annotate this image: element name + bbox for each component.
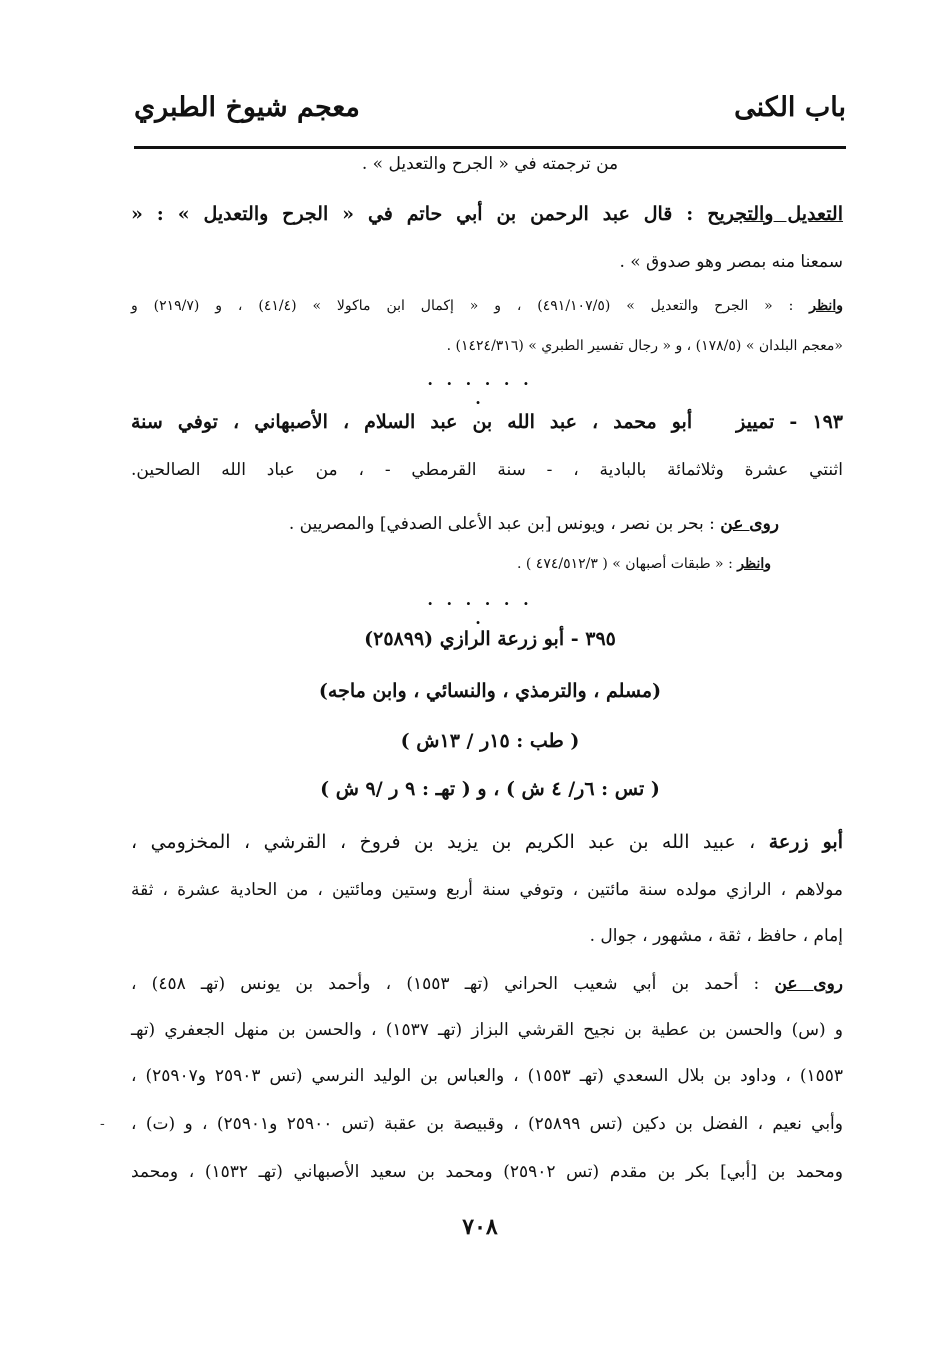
text-line [131, 294, 843, 318]
text-span: أبو محمد ، عبد الله بن عبد السلام ، الأصبهاني ، توفي سنة [131, 411, 693, 433]
page-number: ٧٠٨ [462, 1214, 498, 1240]
text-line: «معجم البلدان » (١٧٨/٥) ، و « رجال تفسير الطبري » (١٤٢٤/٣١٦) . [446, 338, 843, 354]
text-line: إمام ، حافظ ، ثقة ، مشهور ، جوال . [589, 926, 843, 946]
bio-name: أبو زرعة [768, 831, 843, 853]
section-label: التعديل والتجريح [707, 203, 844, 225]
entry-number: ١٩٣ - تمييز [736, 411, 843, 433]
section-label: روى عن [774, 974, 843, 994]
text-span: : « طبقات أصبهان » ( ٤٧٤/٥١٢/٣ ) . [516, 556, 738, 572]
text-line [131, 512, 843, 536]
text-line: وأبي نعيم ، الفضل بن دكين (تس ٢٥٨٩٩) ، وقبيصة بن عقبة (تس ٢٥٩٠٠ و٢٥٩٠١) ، و (ت) ، [131, 1114, 843, 1134]
text-line [131, 552, 843, 576]
entry-reference: ( تس : ٦ر/ ٤ ش ) ، و ( تهـ : ٩ ر /٩ ش ) [320, 778, 660, 800]
text-span: : بحر بن نصر ، ويونس [بن عبد الأعلى الصدفي] والمصريين . [288, 514, 721, 534]
text-line: سمعنا منه بمصر وهو صدوق » . [619, 252, 843, 272]
text-line: مولاهم ، الرازي مولده سنة مائتين ، وتوفي سنة أربع وستين ومائتين ، من الحادية عشرة ، ثقة [131, 880, 843, 900]
text-line [131, 972, 843, 996]
chapter-title: باب الكنى [734, 92, 846, 123]
text-line: اثنتي عشرة وثلاثمائة بالبادية ، - سنة القرمطي - ، من عباد الله الصالحين. [131, 460, 843, 480]
text-line [131, 410, 843, 434]
text-line: من ترجمته في « الجرح والتعديل » . [361, 154, 619, 174]
text-span: : « الجرح والتعديل » (٤٩١/١٠٧/٥) ، و « إكمال ابن ماكولا » (٤١/٤) ، و (٢١٩/٧) و [131, 298, 810, 314]
book-title: معجم شيوخ الطبري [134, 92, 360, 123]
margin-mark: - [100, 1116, 105, 1132]
page-header [134, 92, 846, 132]
text-line: و (س) والحسن بن عطية بن نجيح القرشي البزاز (تهـ ١٥٣٧) ، والحسن بن منهل الجعفري (تهـ [131, 1020, 843, 1040]
section-label: روى عن [720, 514, 779, 534]
text-line [131, 830, 843, 854]
section-label: وانظر [809, 298, 843, 314]
text-span: : قال عبد الرحمن بن أبي حاتم في « الجرح والتعديل » : « [131, 203, 708, 225]
entry-reference: ( طب : ١٥ر / ١٣ش ) [400, 730, 580, 752]
entry-title: ٣٩٥ - أبو زرعة الرازي (٢٥٨٩٩) [364, 628, 616, 650]
separator-dots: . . . . . . . [427, 370, 533, 408]
entry-subtitle: (مسلم ، والترمذي ، والنسائي ، وابن ماجه) [318, 680, 662, 702]
header-rule [134, 146, 846, 149]
separator-dots: . . . . . . . [427, 590, 533, 628]
section-label: وانظر [737, 556, 771, 572]
text-line: ومحمد بن [أبي] بكر بن مقدم (تس ٢٥٩٠٢) ومحمد بن سعيد الأصبهاني (تهـ ١٥٣٢) ، ومحمد [131, 1162, 843, 1182]
text-span: ، عبيد الله بن عبد الكريم بن يزيد بن فروخ ، القرشي ، المخزومي ، [131, 831, 769, 853]
text-span: : أحمد بن أبي شعيب الحراني (تهـ ١٥٥٣) ، وأحمد بن يونس (تهـ ٤٥٨) ، [131, 974, 775, 994]
text-line: ١٥٥٣) ، وداود بن بلال السعدي (تهـ ١٥٥٣) ، والعباس بن الوليد النرسي (تس ٢٥٩٠٣ و٢٥٩٠٧) ، [131, 1066, 843, 1086]
text-line [131, 202, 843, 226]
